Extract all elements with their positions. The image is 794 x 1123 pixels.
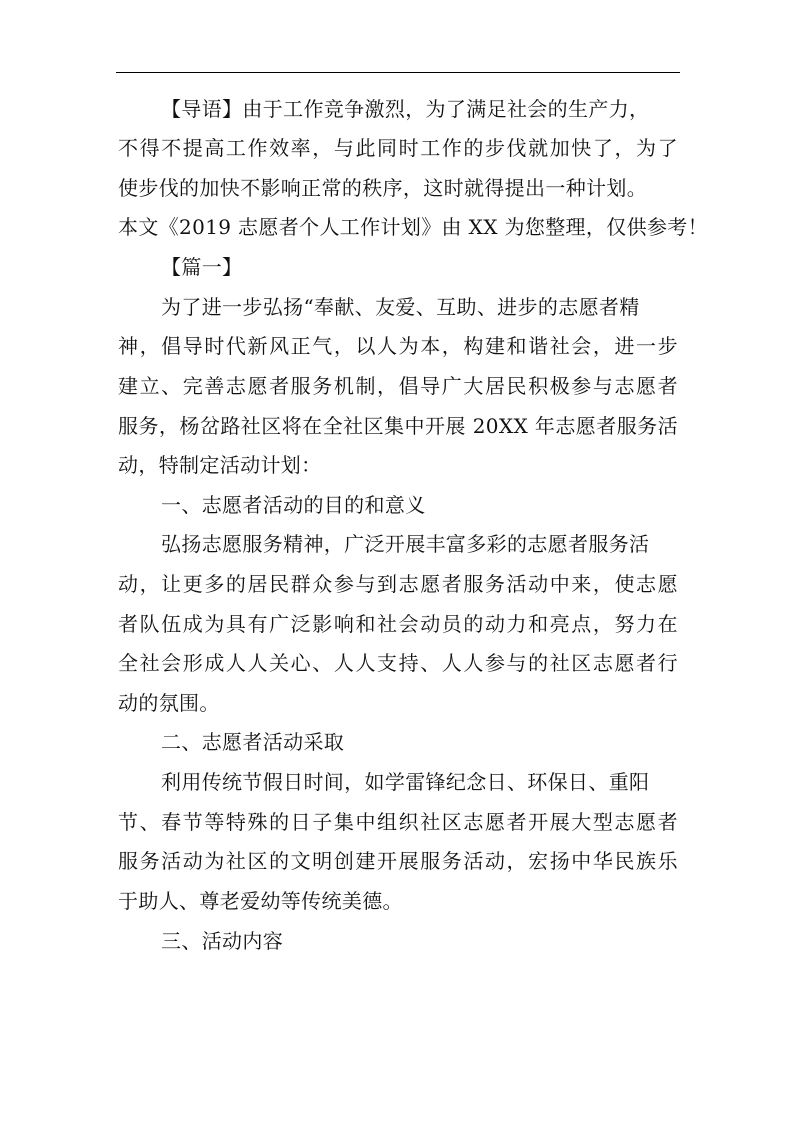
para1-line-4: 服务，杨岔路社区将在全社区集中开展 20XX 年志愿者服务活 [118,414,678,438]
para1-line-2: 神，倡导时代新风正气，以人为本，构建和谐社会，进一步 [118,334,678,358]
para3-line-4: 于助人、尊老爱幼等传统美德。 [118,889,403,913]
para1-line-3: 建立、完善志愿者服务机制，倡导广大居民积极参与志愿者 [118,374,678,398]
para2-line-3: 者队伍成为具有广泛影响和社会动员的动力和亮点，努力在 [118,612,678,636]
intro-line-3: 使步伐的加快不影响正常的秩序，这时就得提出一种计划。 [118,176,648,200]
para1-line-1: 为了进一步弘扬“奉献、友爱、互助、进步的志愿者精 [161,295,640,319]
intro-line-1: 【导语】由于工作竞争激烈，为了满足社会的生产力， [161,97,650,121]
para2-line-4: 全社会形成人人关心、人人支持、人人参与的社区志愿者行 [118,651,678,675]
part-title: 【篇一】 [161,255,243,279]
para1-line-5: 动，特制定活动计划： [118,453,322,477]
section-heading-3: 三、活动内容 [161,929,284,953]
para3-line-1: 利用传统节假日时间，如学雷锋纪念日、环保日、重阳 [161,770,650,794]
intro-line-2: 不得不提高工作效率，与此同时工作的步伐就加快了，为了 [118,136,678,160]
para2-line-1: 弘扬志愿服务精神，广泛开展丰富多彩的志愿者服务活 [161,532,650,556]
para2-line-2: 动，让更多的居民群众参与到志愿者服务活动中来，使志愿 [118,572,678,596]
section-heading-2: 二、志愿者活动采取 [161,730,345,754]
section-heading-1: 一、志愿者活动的目的和意义 [161,493,426,517]
para2-line-5: 动的氛围。 [118,691,220,715]
header-rule [116,72,680,73]
para3-line-2: 节、春节等特殊的日子集中组织社区志愿者开展大型志愿者 [118,810,678,834]
para3-line-3: 服务活动为社区的文明创建开展服务活动，宏扬中华民族乐 [118,849,678,873]
intro-line-4: 本文《2019 志愿者个人工作计划》由 XX 为您整理，仅供参考！ [118,215,708,239]
